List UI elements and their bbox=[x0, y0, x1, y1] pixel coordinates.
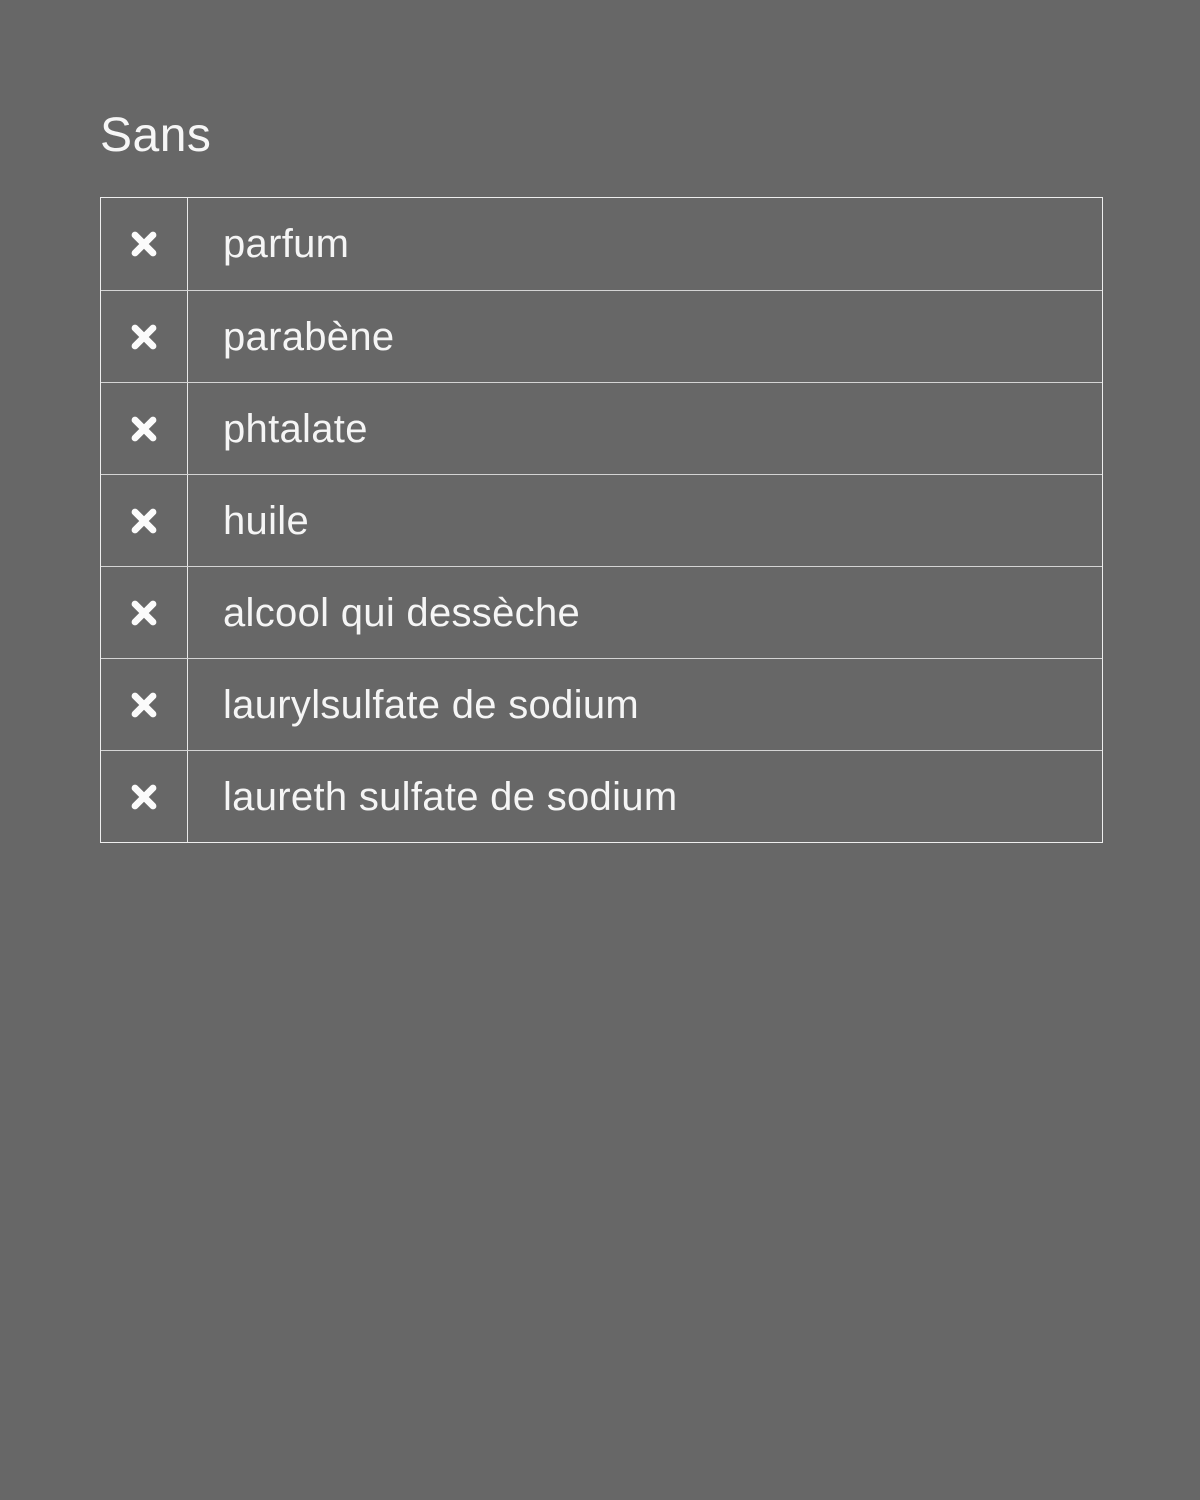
x-mark-icon bbox=[101, 475, 188, 566]
table-row bbox=[101, 290, 1102, 382]
ingredient-label: parfum bbox=[223, 222, 350, 266]
x-mark-icon bbox=[101, 383, 188, 474]
ingredient-label: phtalate bbox=[223, 406, 368, 451]
ingredient-label: alcool qui dessèche bbox=[223, 590, 581, 635]
table-row bbox=[101, 566, 1102, 658]
x-mark-icon bbox=[101, 659, 188, 750]
table-row bbox=[101, 198, 1102, 290]
page-title: Sans bbox=[100, 109, 212, 162]
table-row bbox=[101, 382, 1102, 474]
claims-table bbox=[100, 197, 1103, 843]
ingredient-label: parabène bbox=[223, 314, 395, 359]
ingredient-label: laureth sulfate de sodium bbox=[223, 774, 678, 819]
x-mark-icon bbox=[101, 198, 188, 290]
x-mark-icon bbox=[101, 291, 188, 382]
x-mark-icon bbox=[101, 567, 188, 658]
table-row bbox=[101, 658, 1102, 750]
x-mark-icon bbox=[101, 751, 188, 842]
ingredient-label: laurylsulfate de sodium bbox=[223, 682, 640, 727]
ingredient-label: huile bbox=[223, 498, 310, 543]
table-row bbox=[101, 750, 1102, 842]
table-row bbox=[101, 474, 1102, 566]
